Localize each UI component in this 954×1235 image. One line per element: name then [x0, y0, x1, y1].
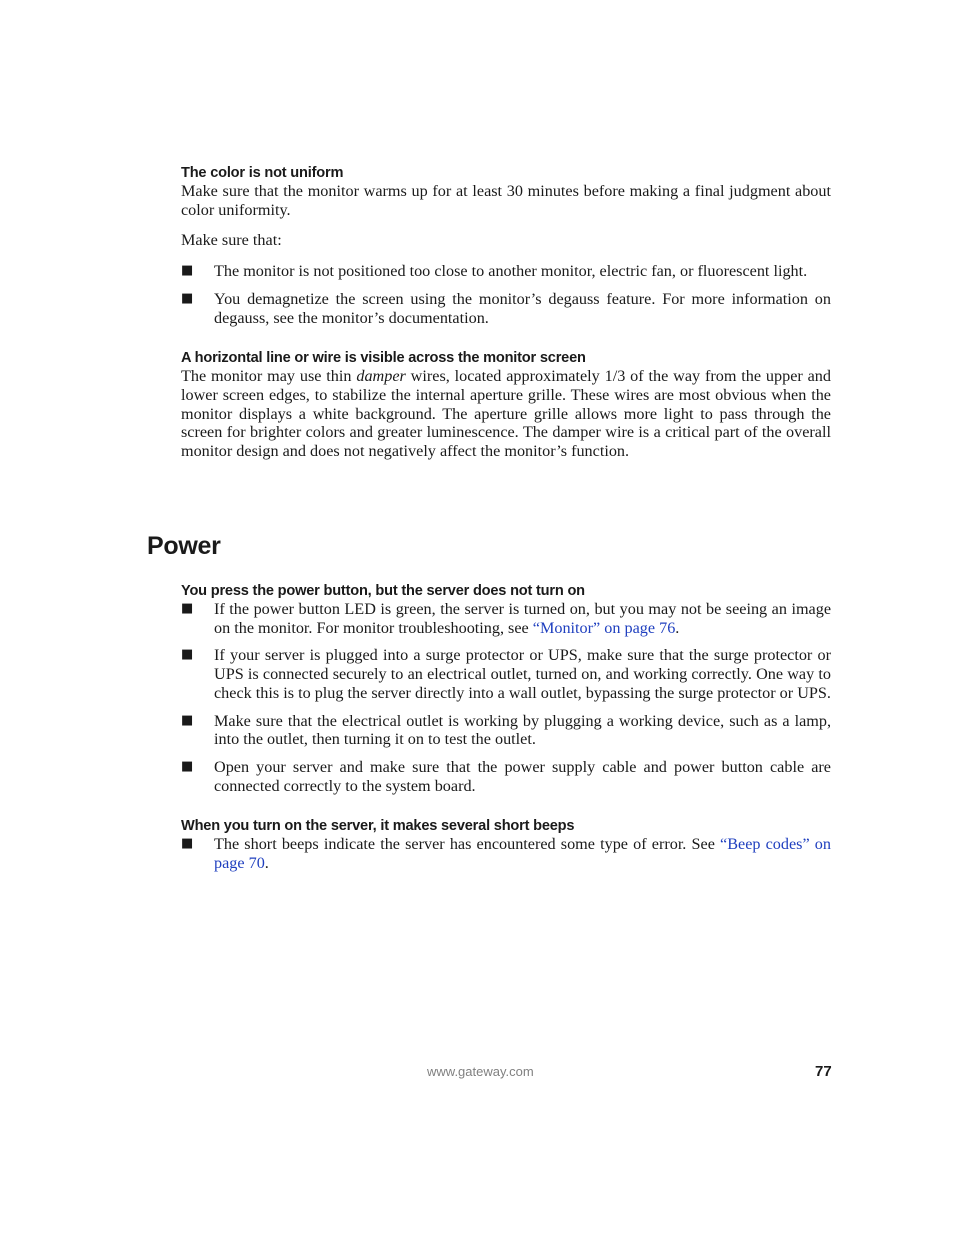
list-item: [181, 600, 831, 637]
list-item-text: The short beeps indicate the server has encountered some type of error. See: [214, 835, 721, 854]
list-item: [181, 835, 831, 872]
paragraph-make-sure-that: Make sure that:: [181, 231, 282, 250]
damper-text-after: wires, located approximately 1/3 of the way from the upper and lower screen edges, to stabilize the internal aperture grille. These wires are most obvious when the monitor displays a white background. The aperture grille allows more light to pass through the screen for brighter colors and greater luminescence. The damper wire is a critical part of the overall monitor design and does not negatively affect the monitor’s function.: [181, 367, 831, 461]
paragraph-damper-wires: [181, 367, 831, 461]
list-item: [181, 262, 831, 281]
color-troubleshooting-section: [181, 164, 831, 473]
subheading-horizontal-line: A horizontal line or wire is visible across the monitor screen: [181, 350, 586, 367]
power-troubleshooting-section: [181, 582, 831, 882]
power-bullet-list: [181, 600, 831, 795]
damper-text-before: The monitor may use thin: [181, 367, 357, 386]
square-bullet-icon: ■: [181, 263, 194, 279]
subheading-power-button: You press the power button, but the server does not turn on: [181, 583, 585, 599]
section-title-power: Power: [147, 532, 221, 560]
link-beep-codes-page-70[interactable]: “Beep codes” on page 70: [214, 835, 831, 873]
list-item-text: Open your server and make sure that the power supply cable and power button cable are connected correctly to the system board.: [214, 757, 831, 795]
list-item: [181, 646, 831, 702]
list-item: [181, 290, 831, 327]
list-item-text-end: .: [675, 618, 680, 637]
square-bullet-icon: ■: [181, 836, 194, 852]
list-item-text: If your server is plugged into a surge protector or UPS, make sure that the surge protector or UPS is connected securely to an electrical outlet, turned on, and working correctly. One way to check this is to plug the server directly into a wall outlet, bypassing the surge protector or UPS.: [214, 646, 831, 702]
damper-italic-term: damper: [356, 367, 406, 386]
subheading-short-beeps: When you turn on the server, it makes several short beeps: [181, 818, 575, 835]
list-item: [181, 758, 831, 795]
subheading-color-not-uniform: The color is not uniform: [181, 165, 344, 181]
link-monitor-page-76[interactable]: “Monitor” on page 76: [532, 618, 676, 637]
list-item-text-end: .: [264, 854, 269, 873]
square-bullet-icon: ■: [181, 601, 194, 616]
list-item-text: Make sure that the electrical outlet is working by plugging a working device, such as a lamp, into the outlet, then turning it on to test the outlet.: [214, 711, 831, 749]
list-item-text: If the power button LED is green, the server is turned on, but you may not be seeing an image on the monitor. For monitor troubleshooting, see: [214, 600, 831, 637]
square-bullet-icon: ■: [181, 758, 194, 774]
list-item: [181, 712, 831, 749]
page-number: 77: [815, 1063, 832, 1080]
beeps-bullet-list: [181, 835, 831, 872]
footer-website-url: www.gateway.com: [427, 1064, 534, 1079]
square-bullet-icon: ■: [181, 712, 194, 728]
list-item-text: The monitor is not positioned too close to another monitor, electric fan, or fluorescent light.: [214, 262, 808, 281]
color-bullet-list: [181, 262, 831, 327]
list-item-text: You demagnetize the screen using the monitor’s degauss feature. For more information on degauss, see the monitor’s documentation.: [214, 289, 831, 327]
square-bullet-icon: ■: [181, 290, 194, 306]
paragraph-warm-up: Make sure that the monitor warms up for at least 30 minutes before making a final judgment about color uniformity.: [181, 182, 831, 219]
square-bullet-icon: ■: [181, 647, 194, 663]
